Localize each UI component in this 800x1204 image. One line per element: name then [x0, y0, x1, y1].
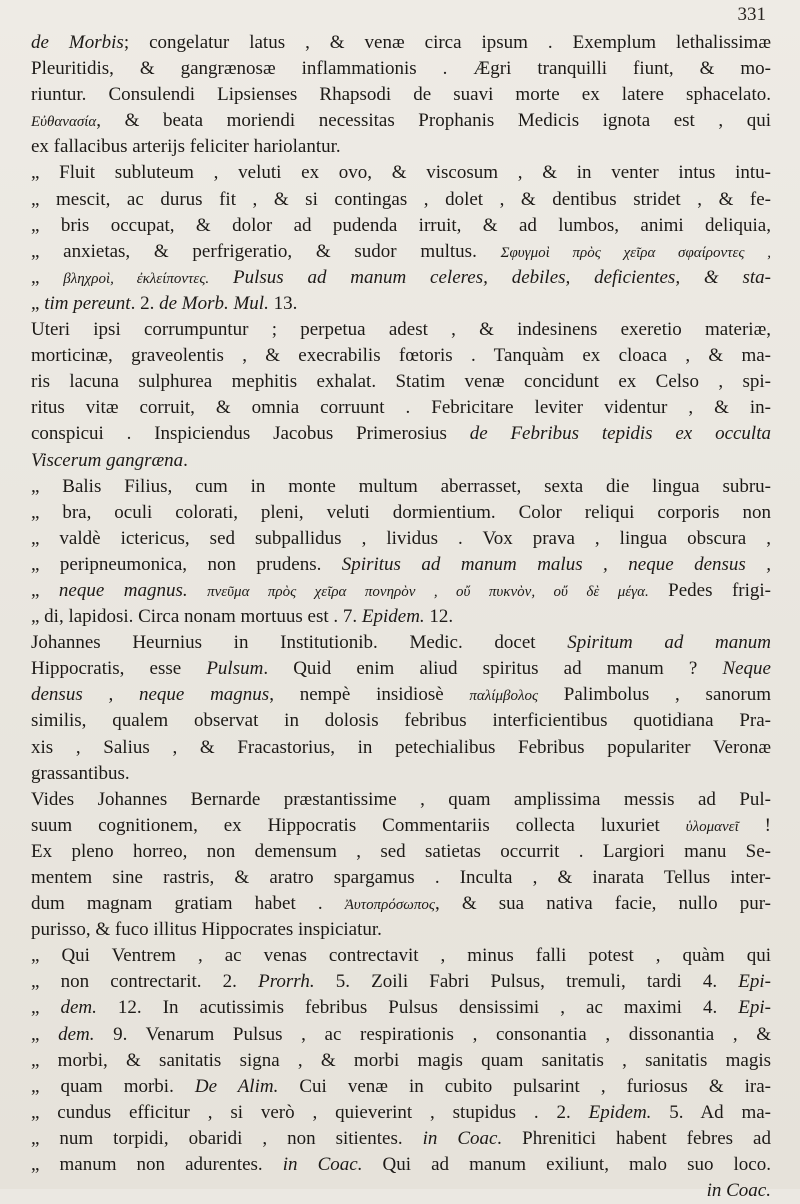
- text-line: [31, 474, 771, 500]
- text-line: [31, 995, 771, 1021]
- text-line: [31, 943, 771, 969]
- text-segment: suum cognitionem, ex Hippocratis Commentariis collecta luxuriet: [31, 814, 686, 836]
- text-segment: „: [31, 1023, 59, 1045]
- italic-text: Epidem.: [588, 1101, 652, 1123]
- text-line: [31, 552, 771, 578]
- text-segment: ritus vitæ corruit, & omnia corruunt . Febricitare leviter videntur , & in-: [31, 397, 771, 419]
- text-segment: „ manum non adurentes.: [31, 1154, 283, 1176]
- text-line: [31, 134, 771, 160]
- text-segment: 12. In acutissimis febribus Pulsus densissimi , ac maximi 4.: [96, 997, 739, 1019]
- text-line: [31, 291, 771, 317]
- text-line: [31, 735, 771, 761]
- text-line: [31, 343, 771, 369]
- text-segment: „ Qui Ventrem , ac venas contrectavit , minus falli potest , quàm qui: [31, 945, 771, 967]
- text-segment: „ mescit, ac durus fit , & si contingas , dolet , & dentibus stridet , & fe-: [31, 188, 771, 210]
- text-segment: „ morbi, & sanitatis signa , & morbi magis quam sanitatis , sanitatis magis: [31, 1049, 771, 1071]
- text-line: [31, 160, 771, 186]
- text-segment: dum magnam gratiam habet .: [31, 893, 345, 915]
- text-line: [31, 82, 771, 108]
- text-line: [31, 604, 771, 630]
- text-segment: „ anxietas, & perfrigeratio, & sudor multus.: [31, 240, 501, 262]
- text-line: [31, 1152, 771, 1178]
- text-segment: . 2.: [130, 292, 160, 314]
- text-segment: „ non contrectarit. 2.: [31, 971, 259, 993]
- text-segment: Pleuritidis, & gangrænosæ inflammationis . Ægri tranquilli fiunt, & mo-: [31, 58, 771, 80]
- text-segment: Vides Johannes Bernarde præstantissime , quam amplissima messis ad Pul-: [31, 788, 771, 810]
- text-segment: , nempè insidiosè: [269, 684, 470, 706]
- text-segment: Qui ad manum exiliunt, malo suo loco.: [362, 1154, 771, 1176]
- text-segment: „ bra, oculi colorati, pleni, veluti dormientium. Color reliqui corporis non: [31, 501, 771, 523]
- greek-text: Ἀυτοπρόσωπος: [344, 897, 435, 914]
- text-segment: mentem sine rastris, & aratro spargamus . Inculta , & inarata Tellus inter-: [31, 867, 771, 888]
- italic-text: in Coac.: [282, 1154, 363, 1176]
- greek-text: παλίμβολος: [469, 688, 539, 705]
- text-line: [31, 1074, 771, 1100]
- greek-text: πνεῦμα πρὸς χεῖρα πονηρὸν , οὔ πυκνὸν, οὔ δὲ μέγα.: [207, 583, 649, 600]
- body-text: [31, 30, 771, 1204]
- text-segment: „ quam morbi.: [31, 1075, 195, 1097]
- text-segment: „ di, lapidosi. Circa nonam mortuus est . 7.: [31, 606, 362, 628]
- italic-text: Epi-: [738, 997, 771, 1019]
- text-segment: purisso, & fuco illitus Hippocrates inspiciatur.: [31, 919, 382, 941]
- text-segment: morticinæ, graveolentis , & execrabilis fœtoris . Tanquàm ex cloaca , & ma-: [31, 345, 771, 367]
- text-line: [31, 1178, 771, 1204]
- italic-text: Spiritum ad manum: [567, 632, 771, 654]
- text-segment: „ Fluit subluteum , veluti ex ovo, & viscosum , & in venter intus intu-: [31, 162, 771, 184]
- text-line: [31, 1048, 771, 1074]
- text-line: [31, 1100, 771, 1126]
- italic-text: de Febribus tepidis ex occulta: [469, 423, 771, 445]
- text-segment: riuntur. Consulendi Lipsienses Rhapsodi de suavi morte ex latere sphacelato.: [31, 84, 771, 106]
- text-segment: ex fallacibus arterijs feliciter hariolantur.: [31, 136, 341, 158]
- italic-text: Pulsus ad manum celeres, debiles, deficientes, & sta-: [209, 266, 771, 288]
- italic-text: Neque: [722, 658, 771, 680]
- italic-text: dem.: [58, 1023, 95, 1045]
- italic-text: Epidem.: [361, 606, 425, 628]
- text-line: [31, 526, 771, 552]
- text-segment: „ peripneumonica, non prudens.: [31, 553, 342, 575]
- italic-text: densus , neque magnus: [31, 684, 270, 706]
- italic-text: tim pereunt: [44, 292, 131, 314]
- text-line: [31, 187, 771, 213]
- italic-text: Pulsum: [206, 658, 264, 680]
- text-line: [31, 917, 771, 943]
- italic-text: Viscerum gangræna: [31, 449, 184, 471]
- italic-text: Spiritus ad manum malus , neque densus ,: [341, 553, 771, 575]
- text-segment: , & beata moriendi necessitas Prophanis Medicis ignota est , qui: [96, 110, 771, 132]
- text-line: [31, 500, 771, 526]
- greek-text: Εὐθανασία: [31, 114, 97, 131]
- text-line: [31, 969, 771, 995]
- text-segment: .: [183, 449, 188, 471]
- text-segment: „: [31, 997, 61, 1019]
- italic-text: in Coac.: [706, 1180, 771, 1202]
- text-line: [31, 1126, 771, 1152]
- greek-text: ὑλομανεῖ: [685, 818, 739, 835]
- text-line: [31, 578, 771, 604]
- text-line: [31, 421, 771, 447]
- text-segment: 12.: [424, 606, 454, 628]
- text-segment: „: [31, 266, 64, 288]
- text-line: [31, 56, 771, 82]
- text-segment: 9. Venarum Pulsus , ac respirationis , consonantia , dissonantia , &: [94, 1023, 771, 1045]
- text-segment: „ valdè ictericus, sed subpallidus , lividus . Vox prava , lingua obscura ,: [31, 527, 771, 549]
- text-segment: ris lacuna sulphurea mephitis exhalat. Statim venæ concidunt ex Celso , spi-: [31, 371, 771, 393]
- text-segment: „ num torpidi, obaridi , non sitientes.: [31, 1127, 423, 1149]
- text-segment: Johannes Heurnius in Institutionib. Medic. docet: [31, 632, 568, 654]
- text-segment: conspicui . Inspiciendus Jacobus Primerosius: [31, 423, 470, 445]
- text-segment: 5. Ad ma-: [651, 1101, 771, 1123]
- text-segment: grassantibus.: [31, 762, 130, 784]
- greek-text: Σφυγμοὶ πρὸς χεῖρα σφαίροντες ,: [500, 244, 772, 261]
- text-line: [31, 656, 771, 682]
- text-segment: Pedes frigi-: [648, 579, 772, 601]
- greek-text: βληχροὶ, ἐκλείποντες.: [63, 270, 210, 287]
- text-line: [31, 317, 771, 343]
- italic-text: de Morbis: [31, 32, 124, 53]
- text-line: [31, 891, 771, 917]
- text-line: [31, 1022, 771, 1048]
- text-segment: „ cundus efficitur , si verò , quieverint , stupidus . 2.: [31, 1101, 589, 1123]
- text-segment: Cui venæ in cubito pulsarint , furiosus & ira-: [278, 1075, 772, 1097]
- text-segment: Hippocratis, esse: [31, 658, 207, 680]
- text-segment: !: [738, 814, 771, 836]
- text-segment: ; congelatur latus , & venæ circa ipsum . Exemplum lethalissimæ: [123, 32, 772, 53]
- text-line: [31, 213, 771, 239]
- italic-text: neque magnus.: [58, 579, 208, 601]
- text-segment: „ bris occupat, & dolor ad pudenda irruit, & ad lumbos, animi deliquia,: [31, 214, 771, 236]
- text-line: [31, 30, 771, 56]
- text-segment: 13.: [268, 292, 298, 314]
- text-line: [31, 708, 771, 734]
- text-line: [31, 265, 771, 291]
- text-segment: Uteri ipsi corrumpuntur ; perpetua adest , & indesinens exeretio materiæ,: [31, 319, 771, 341]
- text-line: [31, 448, 771, 474]
- text-segment: „ Balis Filius, cum in monte multum aberrasset, sexta die lingua subru-: [31, 475, 771, 497]
- text-line: [31, 108, 771, 134]
- text-segment: . Quid enim aliud spiritus ad manum ?: [263, 658, 723, 680]
- italic-text: de Morb. Mul.: [159, 292, 269, 314]
- text-line: [31, 369, 771, 395]
- text-segment: 5. Zoili Fabri Pulsus, tremuli, tardi 4.: [314, 971, 739, 993]
- text-line: [31, 865, 771, 891]
- italic-text: Prorrh.: [258, 971, 315, 993]
- text-line: [31, 682, 771, 708]
- text-segment: „: [31, 579, 59, 601]
- text-line: [31, 630, 771, 656]
- text-segment: Phrenitici habent febres ad: [502, 1127, 771, 1149]
- text-line: [31, 839, 771, 865]
- page-number: 331: [737, 4, 766, 25]
- text-line: [31, 239, 771, 265]
- text-segment: similis, qualem observat in dolosis febribus interficientibus quotidiana Pra-: [31, 710, 771, 732]
- text-segment: Ex pleno horreo, non demensum , sed satietas occurrit . Largiori manu Se-: [31, 840, 771, 862]
- text-segment: xis , Salius , & Fracastorius, in petechialibus Febribus populariter Veronæ: [31, 736, 771, 758]
- text-line: [31, 395, 771, 421]
- italic-text: Epi-: [738, 971, 771, 993]
- italic-text: De Alim.: [194, 1075, 279, 1097]
- text-line: [31, 761, 771, 787]
- text-segment: Palimbolus , sanorum: [538, 684, 771, 706]
- text-segment: , & sua nativa facie, nullo pur-: [434, 893, 771, 915]
- text-line: [31, 787, 771, 813]
- italic-text: in Coac.: [422, 1127, 503, 1149]
- text-line: [31, 813, 771, 839]
- italic-text: dem.: [60, 997, 97, 1019]
- text-segment: „: [31, 292, 45, 314]
